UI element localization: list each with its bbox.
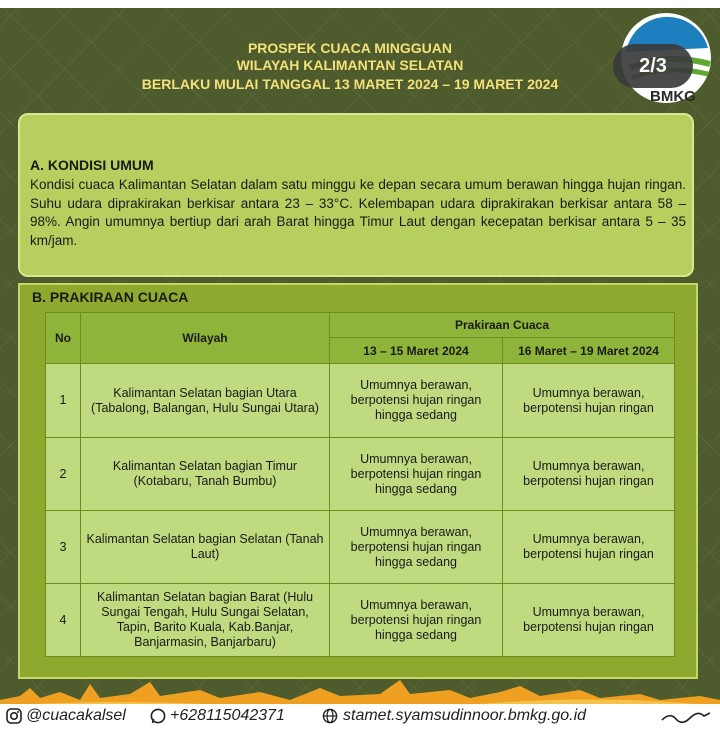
row-region: Kalimantan Selatan bagian Utara (Tabalong, Balangan, Hulu Sungai Utara) [81,364,330,438]
footer-bar [0,704,720,729]
header-forecast: Prakiraan Cuaca [330,313,675,338]
header-period-2: 16 Maret – 19 Maret 2024 [503,338,675,364]
header-region: Wilayah [81,313,330,364]
row-forecast-1: Umumnya berawan, berpotensi hujan ringan hingga sedang [330,438,503,511]
row-forecast-2: Umumnya berawan, berpotensi hujan ringan [503,584,675,657]
row-number: 3 [46,511,81,584]
row-region: Kalimantan Selatan bagian Timur (Kotabaru, Tanah Bumbu) [81,438,330,511]
signature-logo-icon [660,710,712,724]
table-row [46,584,675,657]
row-region: Kalimantan Selatan bagian Barat (Hulu Sungai Tengah, Hulu Sungai Selatan, Tapin, Barito Kuala, Kab.Banjar, Banjarmasin, Banjarbaru) [81,584,330,657]
forecast-panel [18,283,698,679]
poster-background [0,8,720,704]
row-forecast-1: Umumnya berawan, berpotensi hujan ringan hingga sedang [330,364,503,438]
title-line-1: PROSPEK CUACA MINGGUAN [247,40,453,56]
table-row [46,511,675,584]
table-row [46,438,675,511]
whatsapp-icon [150,708,166,724]
title-line-3: BERLAKU MULAI TANGGAL 13 MARET 2024 – 19 MARET 2024 [141,76,559,92]
header-period-1: 13 – 15 Maret 2024 [330,338,503,364]
section-a-title: A. KONDISI UMUM [30,157,154,173]
title-line-2: WILAYAH KALIMANTAN SELATAN [236,57,464,73]
row-forecast-2: Umumnya berawan, berpotensi hujan ringan [503,364,675,438]
instagram-icon [6,708,22,724]
section-a-text: Kondisi cuaca Kalimantan Selatan dalam satu minggu ke depan secara umum berawan hingga hujan ringan. Suhu udara diprakirakan berkisar antara 23 – 33°C. Kelembapan udara diprakirakan berkisar antara 58 – 98%. Angin umumnya bertiup dari arah Barat hingga Timur Laut dengan kecepatan berkisar antara 5 – 35 km/jam. [30,177,686,248]
row-region: Kalimantan Selatan bagian Selatan (Tanah Laut) [81,511,330,584]
whatsapp-number[interactable]: +628115042371 [170,707,285,724]
row-forecast-1: Umumnya berawan, berpotensi hujan ringan hingga sedang [330,511,503,584]
general-condition-panel [18,113,694,277]
row-forecast-1: Umumnya berawan, berpotensi hujan ringan hingga sedang [330,584,503,657]
row-number: 2 [46,438,81,511]
globe-icon [322,708,338,724]
header-no: No [46,313,81,364]
row-forecast-2: Umumnya berawan, berpotensi hujan ringan [503,511,675,584]
logo-text: BMKG [650,88,696,105]
page-indicator: 2/3 [613,44,693,88]
website-link[interactable]: stamet.syamsudinnoor.bmkg.go.id [343,707,587,724]
row-forecast-2: Umumnya berawan, berpotensi hujan ringan [503,438,675,511]
instagram-handle[interactable]: @cuacakalsel [26,707,126,724]
forecast-table [45,312,675,657]
table-row [46,364,675,438]
section-b-title: B. PRAKIRAAN CUACA [32,289,189,305]
row-number: 1 [46,364,81,438]
row-number: 4 [46,584,81,657]
city-skyline-icon [0,670,720,704]
